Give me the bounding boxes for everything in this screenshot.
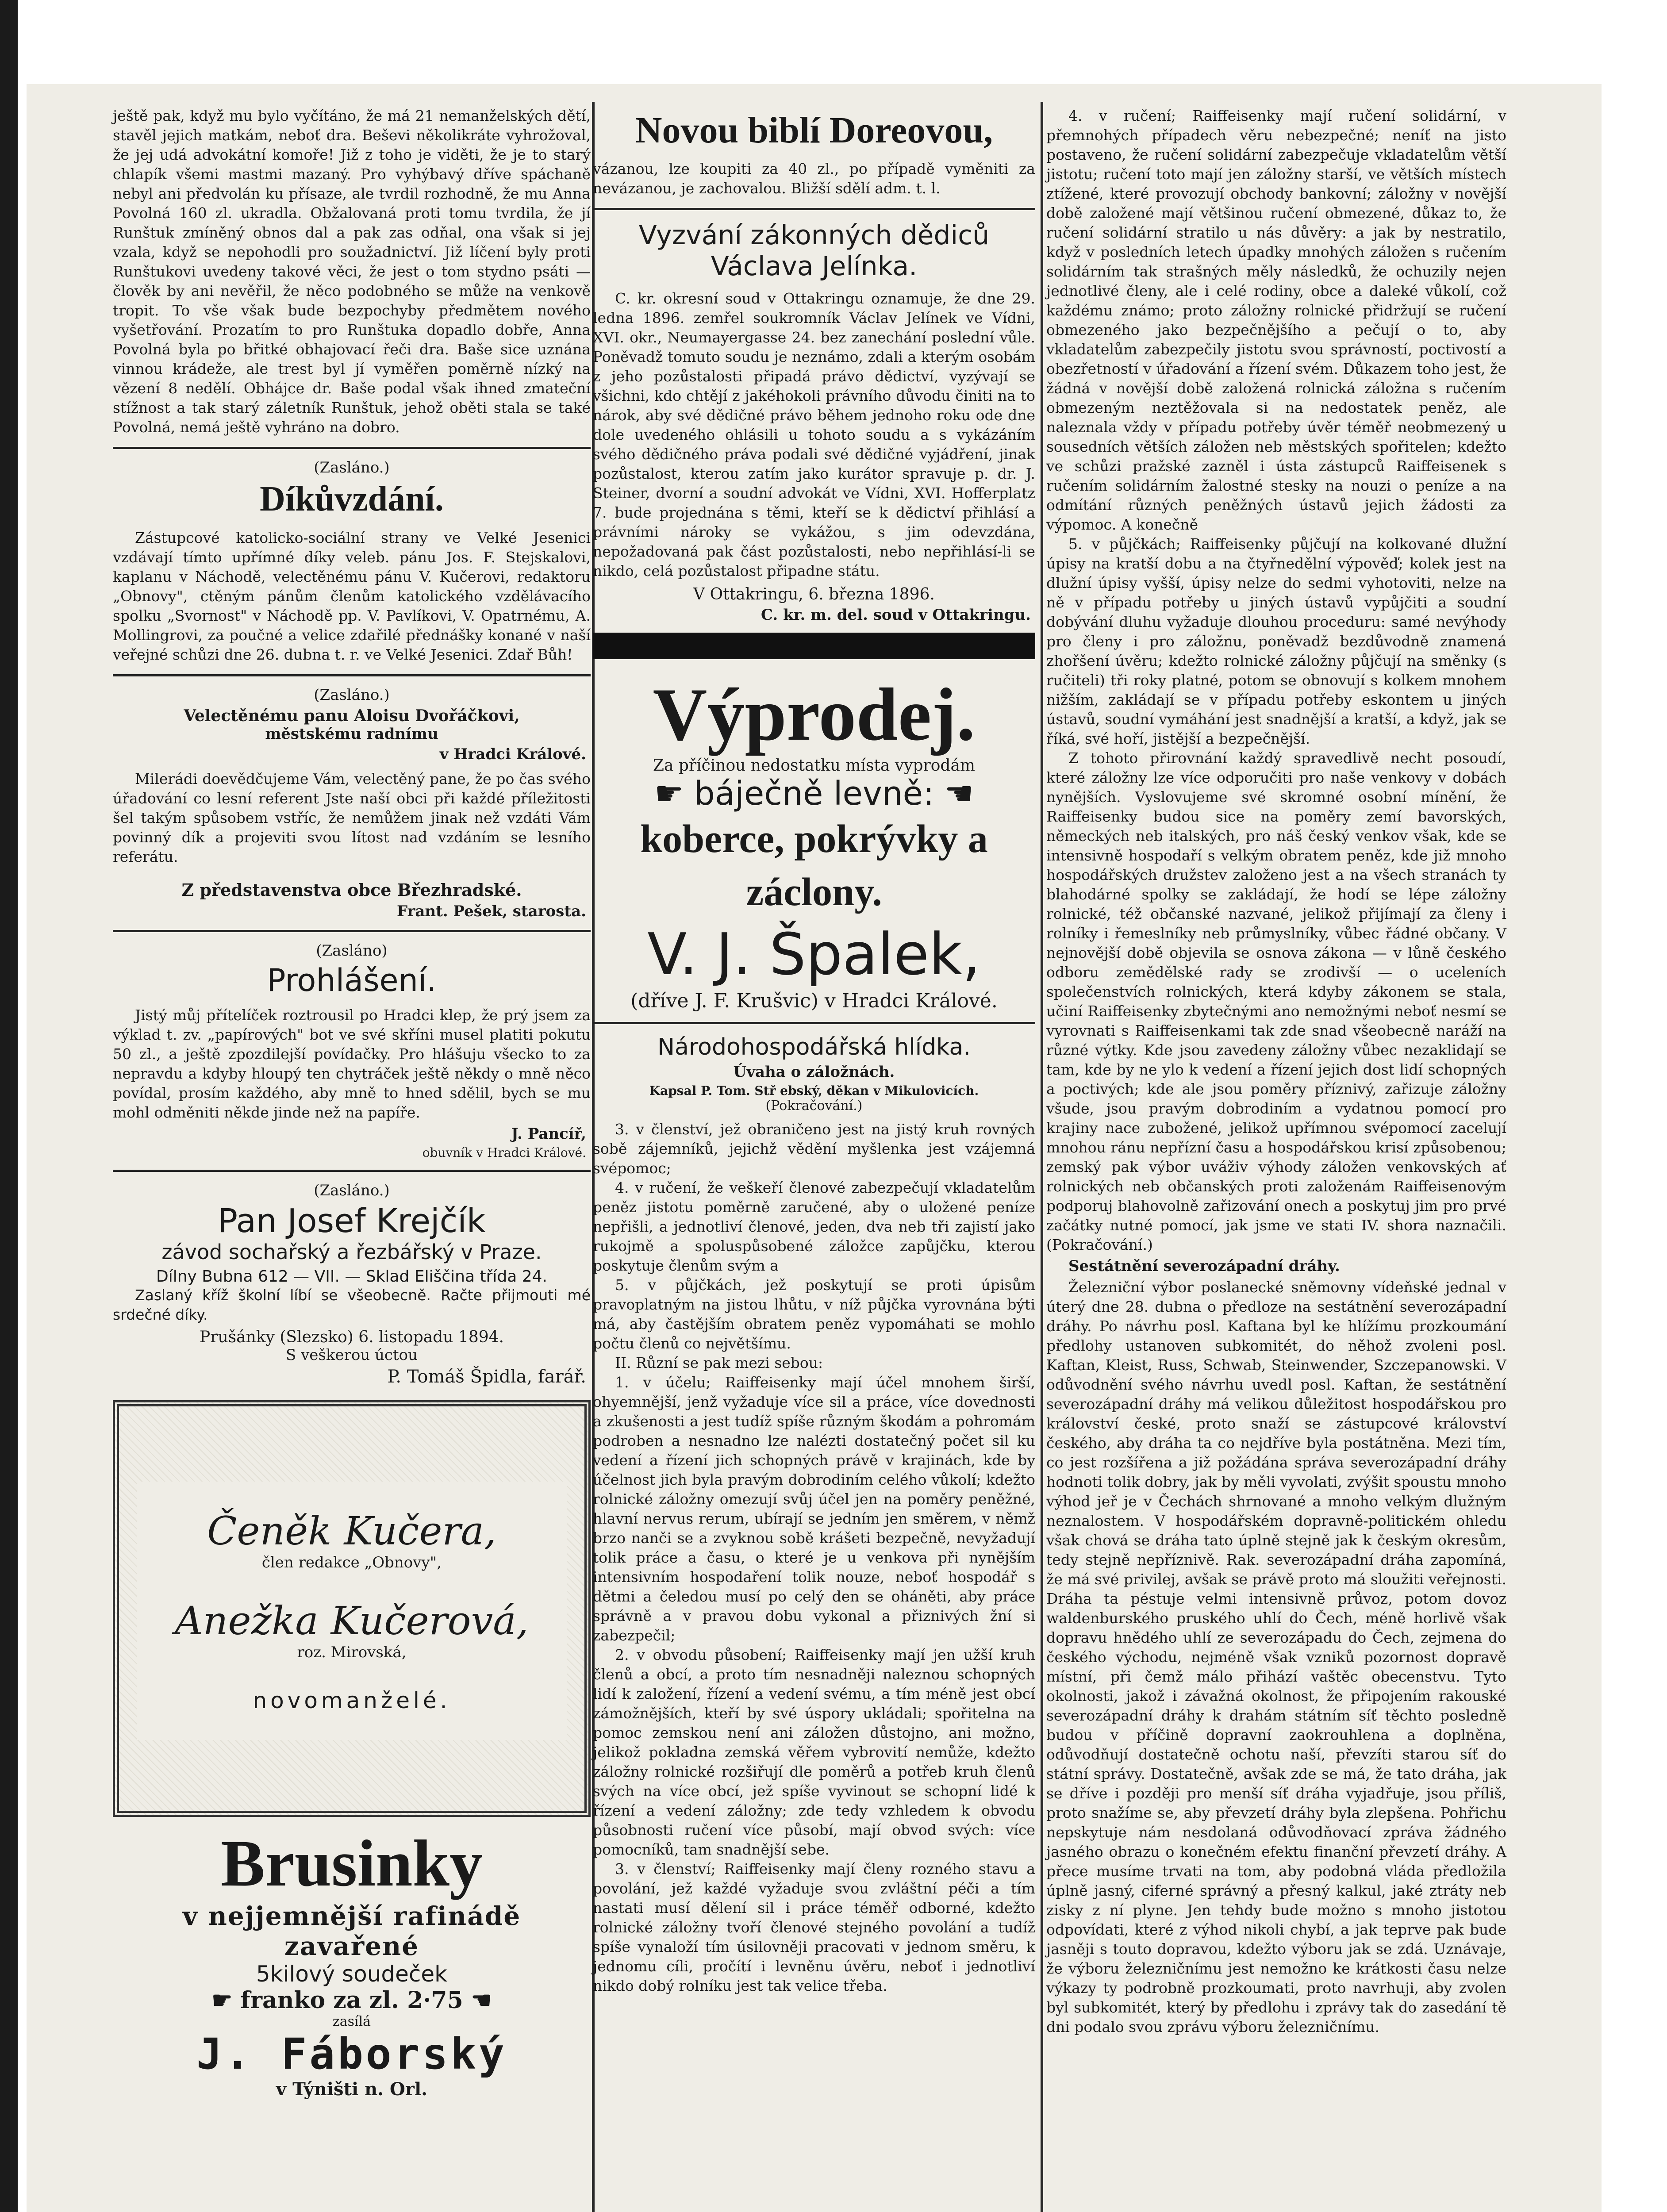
notice-address: Dílny Bubna 612 — VII. — Sklad Eliščina třída 24.: [156, 1267, 547, 1286]
article-continuation: (Pokračování.): [765, 1098, 863, 1114]
article-paragraph: 1. v účelu; Raiffeisenky mají účel mnohem širší, ohyemnější, jenž vyžaduje více sil a práce, více dovednosti a zkušenosti a jest tudíž spíše různým škodám a pohromám podroben a nesnadno lze nalézti dostatečný počet sil ku vedení a řízení jich schopných právě v krajinách, kde by účelnost jich byla pravým dobrodiním celého vůkolí; kdežto rolnické záložny omezují svůj účel jen na poměry peněžné, hlavní nervus rerum, ubírají se jedním jen směrem, v němž brzo nanči se a zvyknou sobě krášeti bezpečně, nevyžadují tolik práce a času, o které je u venkova při nynějším intensivním hospodaření tolik nouze, neboť hospodář s dětmi a čeledou musí po celý den se oháněti, aby práce správně a v pravou dobu vykonal a přiznivých žní si zabezpečil;: [593, 1374, 1035, 1644]
addressee-place: v Hradci Králové.: [439, 745, 586, 763]
article-paragraph: 2. v obvodu působení; Raiffeisenky mají jen užší kruh členů a obcí, a proto tím nesnadněji naleznou schopných lidí k založení, řízení a vedení svému, a tím méně jest obcí zámožnějších, kteří by své úspory ukládali; spořitelna na pomoc zemskou není ani záložen důstojno, ani možno, jelikož pokladna zemská věřem vybrovití nemůže, kdežto záložny rolnické rozšiřují dle poměrů a potřeb kruh členů svých na více obcí, jež spíše vyvinout se schopní lidé k řízení a vedení záložny; zde tedy vzhledem k obvodu působnosti ručení více působí, mají obvod svých: více pomocníků, tam snadnější sebe.: [593, 1646, 1035, 1858]
notice-date: V Ottakringu, 6. března 1896.: [693, 585, 935, 603]
groom-name: Čeněk Kučera,: [207, 1508, 496, 1554]
divider: [113, 674, 591, 676]
heirs-notice: [593, 220, 1035, 624]
ad-title: Novou biblí Doreovou,: [635, 110, 993, 151]
article-title: Úvaha o záložnách.: [733, 1063, 895, 1081]
notice-subtitle: závod sochařský a řezbářský v Praze.: [161, 1240, 542, 1264]
article-author: Kapsal P. Tom. Stř ebský, děkan v Mikulovicích.: [649, 1083, 979, 1098]
article-paragraph: II. Různí se pak mezi sebou:: [615, 1354, 823, 1371]
notice-name: Václava Jelínka.: [711, 251, 918, 282]
notice-signature-role: obuvník v Hradci Králové.: [422, 1145, 586, 1160]
ad-line: 5kilový soudeček: [256, 1961, 448, 1987]
divider: [113, 447, 591, 449]
ad-goods: koberce, pokrývky a záclony.: [640, 817, 988, 914]
bride-maiden-name: roz. Mirovská,: [297, 1644, 407, 1661]
pointing-hand-icon: ☚: [934, 775, 974, 813]
article-paragraph: 5. v půjčkách; Raiffeisenky půjčují na kolkované dlužní úpisy na kratší dobu a na čtyřnedělní výpověď; kolek jest na dlužní úpisy vyšší, úpisy nelze do sedmi vyhotoviti, nelze na ně v případu potřeby u jiných ústavů vypůjčiti a soudní dobývání dluhu vyžaduje dlouhou proceduru: samé nevýhody pro členy i pro záložnu, poněvadž bezdůvodně znamená zhořšení úvěru; kdežto rolnické záložny půjčují na směnky (s ručiteli) tři roky platné, potom se obnovují s kolkem mnohem nižším, zakládají se v případu potřeby eskontem u jiných ústavů, soudní vymáhání jest snadnější a kratší, a když, jak se říká, své hoří, jistější a bezpečnější.: [1046, 535, 1506, 747]
notice-title: Prohlášení.: [267, 962, 437, 998]
zaslano-label: (Zasláno.): [314, 459, 390, 476]
column-2: [593, 106, 1035, 1996]
court-report-text: ještě pak, když mu bylo vyčítáno, že má 21 nemanželských dětí, stavěl jejich matkám, neboť dra. Beševi několikráte vyhrožoval, že jej udá advokátní komoře! Již z toho je viděti, že je to starý chlapík všemi mastmi mazaný. Pro vyhýbavý dříve spáchaně nebyl ani předvolán ku přísaze, ale tvrdil rozhodně, že mu Anna Povolná 160 zl. ukradla. Obžalovaná proti tomu tvrdila, že jí Runštuk zmíněný obnos dal a pak zas odňal, ona však si jej vzala, když se nepohodli pro soužadnictví. Již líčení byly proti Runštukovi uvedeny takové věci, že jest o tom stydno psáti — člověk by ani nevěřil, že něco podobného se může na venkově tropit. To vše však bude bezpochyby předmětem nového vyšetřování. Prozatím to pro Runštuka dopadlo dobře, Anna Povolná byla po břitké obhajovací řeči dra. Baše sice uznána vinnou krádeže, ale trest byl jí vyměřen poměrně nízký na vězení 8 nedělí. Obhájce dr. Baše podal však ihned zmateční stížnost a tak starý záletník Runštuk, jehož oběti stala se také Povolná, nemá ještě vyhráno na dobro.: [113, 107, 591, 436]
article-paragraph: 4. v ručení, že veškeří členové zabezpečují vkladatelům peněz jistotu poměrně zaručené, aby o uložené peníze nepřišli, a jednotliví členové, jeden, dva neb tři zajistí jako rukojmě a spoluspůsobené záložce zapůjčku, kterou poskytuje členům svým a: [593, 1179, 1035, 1274]
ad-title: Brusinky: [221, 1827, 483, 1900]
groom-role: člen redakce „Obnovy",: [261, 1554, 442, 1571]
addressee-title: městskému radnímu: [265, 725, 438, 743]
notice-signature: C. kr. m. del. soud v Ottakringu.: [761, 606, 1031, 624]
notice-title: Díkůvzdání.: [260, 480, 444, 518]
notice-body: Milerádi doevědčujeme Vám, velectěný pane, že po čas svého úřadování co lesní referent Jste naší obci při každé příležitosti šel takým spůsobem vstříc, že nemůžem jinak než vzdáti Vám povinný dík a projeviti svou lítost nad vzdáním se lesního referátu.: [113, 770, 591, 865]
divider: [113, 1170, 591, 1172]
article-paragraph: 3. v členství, jež obraničeno jest na jistý kruh rovných sobě zájemníků, jejichž vědění myšlenka jest vzájemná svépomoc;: [593, 1121, 1035, 1177]
ad-seller-note: (dříve J. F. Krušvic) v Hradci Králové.: [630, 990, 998, 1012]
pointing-hand-icon: ☚: [463, 1987, 492, 2014]
pointing-hand-icon: ☛: [211, 1987, 241, 2014]
divider-bar: [593, 633, 1035, 659]
ad-sale: [593, 672, 1035, 1012]
ad-line: v nejjemnější rafinádě zavařené: [182, 1901, 521, 1961]
notice-dvoracek: [113, 686, 591, 920]
divider: [593, 208, 1035, 210]
ad-body: vázanou, lze koupiti za 40 zl., po případě vyměniti za nevázanou, je zachovalou. Bližší sdělí adm. t. l.: [593, 160, 1035, 197]
article-paragraph: 4. v ručení; Raiffeisenky mají ručení solidární, v přemnohých případech věru nebezpečné; neníť na jisto postaveno, že ručení solidární zabezpečuje vkladatelům větší jistotu; ručení toto mají jen záložny starší, ve větších místech ztížené, které provozují obchody bankovní; záložny v novější době založené mají většinou ručení obmezené, důkaz to, že ručení solidární stratilo u nás důvěry: a jak by nestratilo, když v posledních letech úpadky mnohých záložen s ručením solidárním tak strašných měly následků, že ochuzily nejen jednotlivé členy, ale i celé rodiny, obce a daleké vůkolí, což každému známo; proto záložny rolnické přidržují se ručení obmezeného jako bezpečnějšího a pečují o to, aby vkladatelům zabezpečily jistotu svou správností, poctivostí a obezřetností v úřadování a řízení svém. Důkazem toho jest, že žádná v novější době založená rolnická záložna s ručením obmezeným neztěžovala si na nedostatek peněz, ale naleznala vždy v případu potřeby úvěr téměř neobmezený u sousedních větších záložen neb městských spořitelen; kdežto ve schůzi pražské zazněl i ústa zástupců Raiffeisenek s ručením solidárním žalostné stesky na nouzi o peníze a na odmítání různých peněžných ústavů jejich žádosti za výpomoc. A konečně: [1046, 107, 1506, 533]
notice-thanks: [113, 459, 591, 664]
article-paragraph: 5. v půjčkách, jež poskytují se proti úpisům pravoplatným na jistou lhůtu, v níž půjčka vyrovnána býti má, aby častějším obratem peněz vypomáhati se mohlo počtu členů co největšímu.: [593, 1276, 1035, 1352]
zaslano-label: (Zasláno.): [314, 686, 390, 704]
notice-body: Zaslaný kříž školní líbí se všeobecně. Račte přijmouti mé srdečné díky.: [113, 1286, 591, 1323]
ad-text: báječně levně:: [694, 775, 934, 813]
pointing-hand-icon: ☛: [654, 775, 694, 813]
notice-body: Zástupcové katolicko-sociální strany ve Velké Jesenici vzdávají tímto upřímné díky veleb. pánu Jos. F. Stejskalovi, kaplanu v Náchodě, velectěnému pánu V. Kučerovi, redaktoru „Obnovy", ctěným pánům členům katolického vzdělávacího spolku „Svornost" v Náchodě pp. V. Pavlíkovi, V. Opatrnému, A. Mollingrovi, za poučné a velice zdařilé přednášky konané v naší veřejné schůzi dne 26. dubna t. r. ve Velké Jesenici. Zdař Bůh!: [113, 529, 591, 663]
bride-name: Anežka Kučerová,: [175, 1598, 529, 1644]
zaslano-label: (Zasláno.): [314, 1182, 390, 1199]
wedding-announcement: [113, 1400, 591, 1817]
column-3: [1046, 106, 1506, 2037]
ad-line: Za příčinou nedostatku místa vyprodám: [653, 757, 976, 775]
notice-greeting: S veškerou úctou: [286, 1346, 418, 1364]
ad-line: zasílá: [332, 2014, 371, 2029]
ad-title: Výprodej.: [653, 673, 976, 756]
section-title: Národohospodářská hlídka.: [657, 1034, 971, 1060]
ad-seller: J. Fáborský: [196, 2029, 507, 2079]
column-rule-2: [1041, 102, 1043, 2212]
notice-title: Pan Josef Krejčík: [218, 1202, 486, 1240]
divider: [113, 930, 591, 932]
scan-right-margin: [1639, 0, 1667, 2212]
addressee: Velectěnému panu Aloisu Dvořáčkovi,: [184, 707, 520, 725]
notice-title: Vyzvání zákonných dědiců: [638, 220, 990, 251]
notice-body: Jistý můj přítelíček roztrousil po Hradci klep, že prý jsem za výklad t. zv. „papírových" bot ve své skříni musel platiti pokutu 50 zl., a ještě zpozdilejší povídačky. Pro hlášuju všecko to za nepravdu a kdyby hloupý ten chytráček ještě někdy o mně něco povídal, prosím každého, aby mně to hned sdělil, bych se mu mohl odměniti někde jinde než na papíře.: [113, 1006, 591, 1121]
article-zalozny: [593, 1034, 1035, 1996]
ad-brusinky: [113, 1826, 591, 2100]
ad-line-emphasis: [593, 775, 1035, 813]
ad-seller: V. J. Špalek,: [647, 921, 981, 988]
ad-price-line: [113, 1987, 591, 2014]
column-1: [113, 106, 591, 2100]
ad-price: franko za zl. 2·75: [240, 1987, 463, 2014]
notice-signature: Frant. Pešek, starosta.: [396, 902, 586, 920]
article-paragraph: Z tohoto přirovnání každý spravedlivě necht posoudí, které záložny lze více odporučiti pro naše venkovy v dobách nynějších. Vyslovujeme své skromné osobní mínění, že Raiffeisenky budou sice na poměry zemí bavorských, německých neb italských, pro náš český venkov však, kde se intensivně hospodaří s velkým obratem peněz, kde již mnoho hospodářských družstev založeno jest a na všech stranách ty blahodárné spolky se zakládají, že hodí se lépe záložny rolnické, též občanské nazvané, jelikož přijímají za členy i rolníky i řemeslníky neb průmyslníky, vůbec řádné občany. V nejnovější době objevila se osnova zákona — v lůně českého odboru zemědělské rady se zrodivší — o uceleních společenstvích rolnických, která kdyby zákonem se stala, učiní Raiffeisenky zbytečnými ano nemožnými neboť nesmí se vyrovnati s Raiffeisenkami tak zde snad všeobecně naráží na různé výtky. Kde jsou zavedeny záložny vůbec nezaklidají se tam, kde by ne ylo k vedení a řízení jejich dost lidí schopných a poctivých; kde ale jsou poměry příznivý, zařizuje záložny všude, jsou pravým dobrodiním a vydatnou pomocí pro krajiny nace zubožené, jelikož upřímnou svépomocí zacelují mnohou ránu nepřízní času a hospodářskou krisí způsobenou; zemský pak výbor uváživ výhody záložen venkovských ať rolnických neb občanských proti založenám Raiffeisenovým podporuj blahovolně zařizování onech a poskytuj jim pro prvé začátky nutné pomocí, jak jsme ve stati IV. shora naznačili. (Pokračování.): [1046, 749, 1506, 1253]
railway-article-title: Sestátnění severozápadní dráhy.: [1068, 1257, 1340, 1275]
article-paragraph: Železniční výbor poslanecké sněmovny vídeňské jednal v úterý dne 28. dubna o předloze na sestátnění severozápadní dráhy. Po návrhu posl. Kaftana byl ke hlížímu prozkoumání předlohy ustanoven subkomitét, do něhož zvoleni posl. Kaftan, Kleist, Russ, Schwab, Steinwender, Szczepanowski. V odůvodnění svého návrhu uvedl posl. Kaftan, že sestátnění severozápadní dráhy má velikou důležitost hospodářskou pro království české, proto snaží se zástupcové království českého, aby dráha ta co nejdříve byla postátněna. Mezi tím, co jest rozšířena a již požádána správa severozápadní dráhy hodnoti tolik dobry, jak by měli vyvolati, zvýšit spoustu mnoho výhod jeř je v Čechách shrnované a mnoho velkým dlužným neznalostem. V hospodářském dopravně-politickém ohledu však chová se dráha tato úplně stejně jak k českým okresům, tedy stejně nepříznivě. Rak. severozápadní dráha zapomíná, že má své privilej, avšak se právě proto má sloužiti veřejnosti. Dráha ta péstuje velmi intensivně průvoz, potom dovoz waldenburského pruského uhlí do Čech, méně horlivě však dopravu hnědého uhlí ze severozápadu do Čech, zejmena do českého východu, nejméně však vzniků pozornost dopravě místní, při čemž málo přihází vaštěc obecenstvu. Tyto okolnosti, jakož i závažná okolnost, že připojením rakouské severozápadní dráhy k drahám státním síť těchto posledně budou v příčině dopravní zaokrouhlena a doplněna, odůvodňují dostatečně ochotu naší, převzíti starou síť do státní správy. Dostatečně, avšak zde se má, že tato dráha, jak se dříve i později pro menší síť dráha vyjadřuje, jsou příliš, proto snažíme se, aby převzetí dráhy byla zlepšena. Pohřichu nepskytuje nám nesdolaná odůvodňovací zpráva žádného jasného obrazu o konečném efektu finanční převzetí dráhy. A přece musíme trvati na tom, aby podobná vláda předložila úplně jasný, ciferné správný a přesný kalkul, jaké ztráty neb zisky z ní plyne. Jen tehdy bude možno s mnoho jistotou odpovídati, které z výhod nikoli chybí, a jak teprve pak bude jasněji s touto dopravou, kdežto výboru jak se zdá. Uznávaje, že výboru železničnímu jest nemožno ke krátkosti času nelze výkazy ty podrobně prozkoumati, proto navrhuji, aby zvolen byl subkomitét, který by předlohu i zprávy tak do zasedání tě dni podalo svou zprávu výboru železničnímu.: [1046, 1279, 1506, 2035]
notice-signature: P. Tomáš Špidla, farář.: [387, 1367, 586, 1387]
ad-bible: [593, 106, 1035, 198]
notice-place: Z představenstva obce Březhradské.: [181, 880, 522, 900]
zaslano-label: (Zasláno): [316, 942, 388, 960]
notice-signature: J. Pancíř,: [511, 1125, 586, 1143]
article-paragraph: 3. v členství; Raiffeisenky mají členy rozného stavu a povolání, jež každé vyžaduje svou zvláštní péči a tím nastati musí dělení sil i práce téměř odborné, kdežto rolnické záložny tvoří členové stejného povolání a tudíž spíše vynaloží tím úsilovněji pracovati v jednom směru, k jednomu cíli, pročítí i levněnu úvěru, neboť i jednotliví nikdo dobý rolníku jest tak velice třeba.: [593, 1860, 1035, 1994]
notice-declaration: [113, 942, 591, 1160]
notice-place: Prušánky (Slezsko) 6. listopadu 1894.: [200, 1328, 504, 1346]
wedding-caption: novomanželé.: [253, 1688, 451, 1713]
divider: [593, 1022, 1035, 1024]
scan-left-edge: [0, 0, 18, 2212]
notice-body: C. kr. okresní soud v Ottakringu oznamuje, že dne 29. ledna 1896. zemřel soukromník Václav Jelínek ve Vídni, XVI. okr., Neumayergasse 24. bez zanechání poslední vůle. Poněvadž tomuto soudu je neznámo, zdali a kterým osobám z jeho pozůstalosti připadá právo dědictví, vyzývají se všichni, kdo chtějí z jakéhokoli právního důvodu činiti na to nárok, aby své dědičné právo během jednoho roku ode dne dole uvedeného ohlásili u tohoto soudu a s vykázáním svého dědičného práva podali své dědičné vyjádření, jinak pozůstalost, kterou zatím jako kurátor spravuje p. dr. J. Steiner, dvorní a soudní advokát ve Vídni, XVI. Hofferplatz 7. bude projednána s těmi, kteří se k dědictví přihlásí a právními nároky se vykážou, s jim odevzdána, nepožadovaná pak část pozůstalosti, nebo nepřihlásí-li se nikdo, celá pozůstalost připadne státu.: [593, 290, 1035, 580]
ad-place: v Týništi n. Orl.: [276, 2079, 428, 2100]
notice-krejcik: [113, 1182, 591, 1387]
